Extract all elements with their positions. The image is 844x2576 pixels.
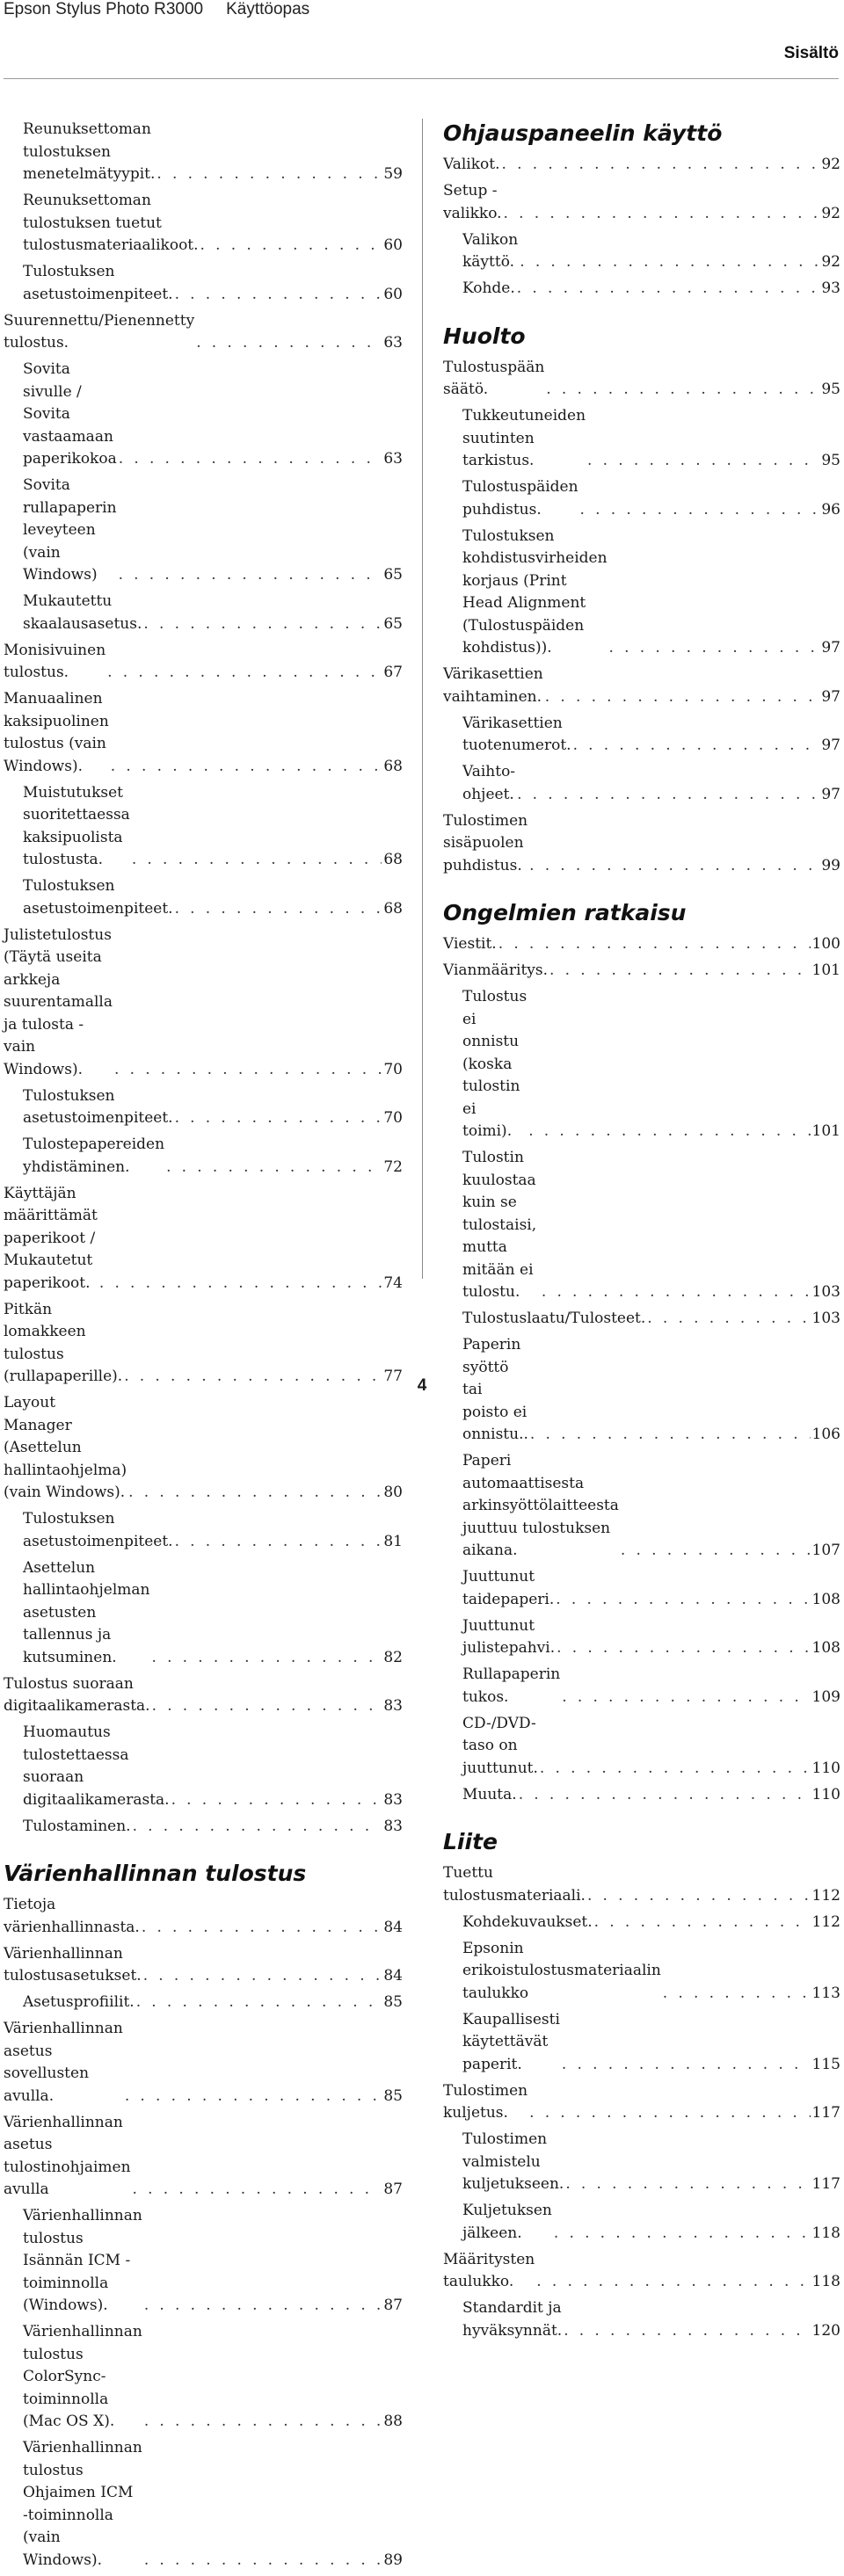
section-header: Sisältö bbox=[783, 44, 839, 62]
toc-entry-title: Reunuksettoman tulostuksen tuetut tulostusmateriaalikoot. bbox=[23, 192, 199, 254]
toc-entry[interactable] bbox=[4, 640, 403, 685]
toc-entry-page: 112 bbox=[811, 1886, 840, 1905]
toc-entry-page: 77 bbox=[383, 1368, 403, 1385]
toc-entry[interactable] bbox=[4, 1894, 403, 1939]
section-title: Ohjauspaneelin käyttö bbox=[443, 120, 723, 146]
toc-entry-title: Värienhallinnan asetus tulostinohjaimen avulla bbox=[4, 2113, 131, 2198]
toc-entry-title: Valikon käyttö. bbox=[462, 230, 519, 271]
toc-entry[interactable] bbox=[443, 1713, 840, 1781]
toc-dot-leader bbox=[119, 564, 382, 587]
toc-entry-page: 68 bbox=[383, 757, 403, 775]
toc-dot-leader bbox=[166, 1157, 382, 1179]
toc-entry-title: Tulostaminen. bbox=[23, 1817, 131, 1835]
page-number: 4 bbox=[417, 1376, 427, 1395]
toc-dot-leader bbox=[504, 203, 820, 226]
toc-entry-title: Tulostimen valmistelu kuljetukseen. bbox=[462, 2130, 564, 2193]
toc-entry[interactable] bbox=[443, 761, 840, 806]
toc-entry-title: Käyttäjän määrittämät paperikoot / Mukautetut paperikoot. bbox=[4, 1184, 98, 1292]
toc-entry-page: 87 bbox=[383, 2297, 403, 2314]
toc-entry-page: 87 bbox=[383, 2181, 403, 2198]
toc-dot-leader bbox=[520, 251, 819, 274]
toc-entry-page: 106 bbox=[811, 1426, 840, 1443]
toc-entry-page: 118 bbox=[811, 2224, 840, 2242]
toc-dot-leader bbox=[562, 2054, 811, 2077]
toc-entry[interactable] bbox=[443, 1784, 840, 1807]
toc-entry[interactable] bbox=[4, 2437, 403, 2572]
toc-dot-leader bbox=[528, 1121, 810, 1143]
toc-entry-title: Tulostin kuulostaa kuin se tulostaisi, mutta mitään ei tulostu. bbox=[462, 1149, 537, 1301]
toc-entry-page: 89 bbox=[383, 2551, 403, 2569]
toc-entry[interactable] bbox=[443, 180, 840, 225]
toc-entry-title: Sovita sivulle / Sovita vastaamaan paperikokoa bbox=[23, 360, 117, 468]
toc-entry-title: Värienhallinnan tulostusasetukset. bbox=[4, 1944, 142, 1985]
section-title: Ongelmien ratkaisu bbox=[443, 900, 687, 925]
toc-entry[interactable] bbox=[443, 2009, 840, 2077]
toc-entry-title: Tietoja värienhallinnasta. bbox=[4, 1896, 140, 1936]
toc-entry[interactable] bbox=[443, 2249, 840, 2294]
toc-entry-page: 101 bbox=[811, 1122, 840, 1140]
toc-dot-leader bbox=[545, 686, 820, 709]
toc-dot-leader bbox=[502, 154, 820, 177]
toc-entry-page: 117 bbox=[811, 2175, 840, 2193]
toc-entry-page: 103 bbox=[811, 1310, 840, 1327]
toc-dot-leader bbox=[540, 1758, 811, 1781]
toc-entry-title: Tulostuspään säätö. bbox=[443, 358, 545, 398]
page-header bbox=[4, 0, 839, 79]
toc-entry-title: Paperin syöttö tai poisto ei onnistu.. bbox=[462, 1336, 528, 1443]
toc-entry-title: CD-/DVD-taso on juuttunut. bbox=[462, 1714, 538, 1777]
toc-entry[interactable] bbox=[443, 229, 840, 274]
toc-entry-title: Tulostuspäiden puhdistus. bbox=[462, 478, 578, 519]
toc-entry-page: 109 bbox=[811, 1687, 840, 1706]
toc-entry-title: Tulostimen sisäpuolen puhdistus. bbox=[443, 811, 528, 874]
section-title: Värienhallinnan tulostus bbox=[4, 1861, 307, 1886]
toc-entry-page: 70 bbox=[383, 1109, 403, 1127]
toc-entry[interactable] bbox=[443, 1566, 840, 1611]
toc-dot-leader bbox=[133, 1816, 382, 1839]
toc-dot-leader bbox=[517, 784, 819, 807]
toc-entry[interactable] bbox=[4, 1557, 403, 1670]
toc-entry-page: 67 bbox=[383, 664, 403, 681]
toc-entry-title: Kuljetuksen jälkeen. bbox=[462, 2202, 552, 2242]
toc-entry[interactable] bbox=[4, 310, 403, 355]
toc-entry-title: Tulostuksen asetustoimenpiteet. bbox=[23, 1086, 173, 1127]
toc-entry[interactable] bbox=[4, 2321, 403, 2434]
toc-entry[interactable] bbox=[443, 1938, 840, 2006]
toc-dot-leader bbox=[175, 1107, 382, 1130]
toc-entry[interactable] bbox=[4, 875, 403, 920]
toc-dot-leader bbox=[573, 735, 820, 758]
toc-entry-page: 101 bbox=[811, 961, 840, 979]
toc-entry[interactable] bbox=[443, 1664, 840, 1709]
toc-entry-title: Epsonin erikoistulostusmateriaalin taulukko bbox=[462, 1939, 661, 2002]
toc-entry-page: 117 bbox=[811, 2104, 840, 2122]
toc-entry-page: 70 bbox=[383, 1060, 403, 1078]
toc-entry-title: Värikasettien tuotenumerot. bbox=[462, 714, 571, 754]
toc-entry-page: 112 bbox=[811, 1912, 840, 1931]
toc-dot-leader bbox=[609, 637, 820, 660]
toc-dot-leader bbox=[564, 2320, 810, 2343]
toc-entry[interactable] bbox=[4, 1299, 403, 1389]
toc-entry[interactable] bbox=[4, 2018, 403, 2108]
toc-entry-page: 82 bbox=[383, 1648, 403, 1666]
toc-entry[interactable] bbox=[443, 1615, 840, 1660]
guide-name: Käyttöopas bbox=[226, 0, 310, 18]
toc-entry-title: Tulostepapereiden yhdistäminen. bbox=[23, 1136, 165, 1176]
section-title: Liite bbox=[443, 1829, 498, 1854]
toc-entry-page: 95 bbox=[821, 381, 840, 398]
toc-dot-leader bbox=[549, 960, 811, 983]
toc-entry[interactable] bbox=[4, 591, 403, 635]
toc-entry[interactable] bbox=[443, 986, 840, 1143]
toc-entry-title: Monisivuinen tulostus. bbox=[4, 641, 106, 681]
toc-left-column bbox=[4, 119, 403, 2576]
toc-entry-page: 120 bbox=[811, 2321, 840, 2340]
toc-entry-page: 83 bbox=[383, 1790, 403, 1809]
toc-entry-title: Huomautus tulostettaessa suoraan digitaalikamerasta. bbox=[23, 1723, 170, 1809]
toc-dot-leader bbox=[175, 898, 382, 921]
toc-entry[interactable] bbox=[4, 2205, 403, 2318]
toc-dot-leader bbox=[519, 1784, 811, 1807]
toc-entry-page: 65 bbox=[383, 566, 403, 584]
toc-dot-leader bbox=[196, 332, 382, 355]
toc-entry[interactable] bbox=[4, 925, 403, 1082]
toc-entry-title: Kaupallisesti käytettävät paperit. bbox=[462, 2010, 560, 2073]
toc-dot-leader bbox=[529, 2102, 810, 2125]
toc-entry[interactable] bbox=[4, 1392, 403, 1505]
toc-entry-page: 68 bbox=[383, 899, 403, 918]
toc-entry-title: Kohde. bbox=[462, 279, 515, 297]
toc-dot-leader bbox=[542, 1281, 811, 1304]
toc-dot-leader bbox=[621, 1540, 811, 1563]
toc-entry[interactable] bbox=[4, 1085, 403, 1130]
toc-dot-leader bbox=[554, 2223, 811, 2246]
toc-dot-leader bbox=[171, 1789, 382, 1812]
toc-entry-title: Valikot. bbox=[443, 156, 500, 173]
toc-entry-page: 85 bbox=[383, 1993, 403, 2011]
toc-entry-title: Tulostuslaatu/Tulosteet. bbox=[462, 1310, 646, 1327]
toc-entry-page: 65 bbox=[383, 614, 403, 633]
toc-entry-title: Setup -valikko. bbox=[443, 182, 502, 222]
toc-left-section-entries bbox=[4, 1894, 403, 2572]
toc-dot-leader bbox=[562, 1687, 810, 1709]
toc-dot-leader bbox=[546, 379, 819, 402]
toc-entry-title: Vianmääritys. bbox=[443, 961, 549, 979]
toc-entry[interactable] bbox=[4, 688, 403, 778]
toc-entry-page: 107 bbox=[811, 1542, 840, 1559]
toc-entry-title: Layout Manager (Asettelun hallintaohjelma) (vain Windows). bbox=[4, 1394, 127, 1501]
toc-entry[interactable] bbox=[443, 933, 840, 956]
toc-entry-title: Määritysten taulukko. bbox=[443, 2250, 535, 2290]
toc-entry[interactable] bbox=[443, 2200, 840, 2245]
toc-entry[interactable] bbox=[443, 2080, 840, 2125]
toc-entry-page: 97 bbox=[821, 639, 840, 657]
toc-entry[interactable] bbox=[4, 1134, 403, 1179]
toc-entry[interactable] bbox=[443, 1450, 840, 1563]
header-rule bbox=[4, 78, 839, 79]
toc-dot-leader bbox=[498, 933, 811, 956]
toc-entry[interactable] bbox=[443, 664, 840, 708]
toc-entry[interactable] bbox=[4, 1992, 403, 2014]
toc-entry-title: Tulostuksen asetustoimenpiteet. bbox=[23, 263, 173, 303]
toc-entry-page: 80 bbox=[383, 1484, 403, 1501]
toc-entry[interactable] bbox=[443, 405, 840, 473]
toc-entry[interactable] bbox=[443, 154, 840, 177]
toc-dot-leader bbox=[107, 662, 382, 685]
toc-dot-leader bbox=[111, 756, 382, 779]
toc-dot-leader bbox=[580, 499, 820, 522]
toc-dot-leader bbox=[151, 1647, 382, 1670]
toc-entry-page: 115 bbox=[811, 2055, 840, 2073]
toc-dot-leader bbox=[517, 278, 820, 301]
toc-dot-leader bbox=[587, 450, 819, 473]
product-name: Epson Stylus Photo R3000 bbox=[4, 0, 204, 18]
toc-dot-leader bbox=[647, 1308, 810, 1331]
toc-entry-page: 63 bbox=[383, 450, 403, 468]
toc-entry-title: Sovita rullapaperin leveyteen (vain Windows) bbox=[23, 476, 117, 584]
toc-entry-title: Värienhallinnan tulostus Ohjaimen ICM -toiminnolla (vain Windows). bbox=[23, 2439, 142, 2569]
toc-dot-leader bbox=[142, 1917, 382, 1940]
toc-dot-leader bbox=[125, 2086, 382, 2108]
toc-entry-title: Juuttunut taidepaperi. bbox=[462, 1568, 555, 1608]
toc-entry[interactable] bbox=[4, 261, 403, 306]
toc-entry-title: Manuaalinen kaksipuolinen tulostus (vain Windows). bbox=[4, 690, 109, 775]
toc-entry-title: Muistutukset suoritettaessa kaksipuolista tulostusta. bbox=[23, 783, 130, 868]
toc-dot-leader bbox=[132, 849, 382, 872]
toc-entry[interactable] bbox=[4, 190, 403, 258]
toc-entry-page: 97 bbox=[821, 785, 840, 803]
section-title: Huolto bbox=[443, 323, 526, 349]
toc-entry-page: 92 bbox=[821, 156, 840, 173]
toc-entry[interactable] bbox=[4, 1508, 403, 1553]
toc-entry-title: Standardit ja hyväksynnät. bbox=[462, 2299, 563, 2340]
toc-entry[interactable] bbox=[4, 475, 403, 587]
toc-entry[interactable] bbox=[443, 1912, 840, 1934]
toc-entry-title: Tulostuksen asetustoimenpiteet. bbox=[23, 1510, 173, 1550]
toc-right-column bbox=[443, 119, 840, 2347]
toc-entry-page: 97 bbox=[821, 737, 840, 754]
toc-entry-title: Tulostuksen asetustoimenpiteet. bbox=[23, 877, 173, 918]
toc-entry-title: Tuettu tulostusmateriaali. bbox=[443, 1864, 586, 1905]
running-header-left bbox=[4, 0, 332, 19]
toc-entry-title: Suurennettu/Pienennetty tulostus. bbox=[4, 311, 195, 352]
toc-entry-title: Pitkän lomakkeen tulostus (rullapaperille). bbox=[4, 1300, 123, 1385]
column-divider bbox=[422, 119, 423, 1279]
toc-dot-leader bbox=[144, 2550, 382, 2572]
toc-dot-leader bbox=[556, 1589, 810, 1612]
toc-entry[interactable] bbox=[4, 1816, 403, 1839]
toc-entry[interactable] bbox=[4, 1673, 403, 1718]
toc-dot-leader bbox=[119, 448, 382, 471]
toc-entry[interactable] bbox=[443, 810, 840, 878]
toc-entry-title: Julistetulostus (Täytä useita arkkeja suurentamalla ja tulosta - vain Windows). bbox=[4, 925, 113, 1078]
toc-dot-leader bbox=[175, 284, 382, 307]
toc-dot-leader bbox=[557, 1637, 810, 1660]
toc-entry[interactable] bbox=[443, 2129, 840, 2196]
toc-entry-page: 92 bbox=[821, 253, 840, 271]
toc-dot-leader bbox=[143, 1965, 382, 1988]
toc-entry-page: 110 bbox=[811, 1785, 840, 1803]
toc-dot-leader bbox=[156, 163, 382, 186]
toc-entry-title: Tulostus suoraan digitaalikamerasta. bbox=[4, 1674, 150, 1715]
toc-dot-leader bbox=[175, 1531, 382, 1554]
toc-entry[interactable] bbox=[4, 782, 403, 872]
toc-entry[interactable] bbox=[443, 526, 840, 660]
toc-entry-page: 81 bbox=[383, 1532, 403, 1550]
toc-entry-title: Reunuksettoman tulostuksen menetelmätyypit. bbox=[23, 120, 156, 183]
toc-entry-title: Tulostuksen kohdistusvirheiden korjaus (Print Head Alignment (Tulostuspäiden kohdistus)). bbox=[462, 526, 608, 657]
toc-entry-page: 59 bbox=[383, 165, 403, 183]
toc-entry-title: Asettelun hallintaohjelman asetusten tallennus ja kutsuminen. bbox=[23, 1558, 150, 1666]
toc-dot-leader bbox=[99, 1273, 382, 1295]
toc-entry-title: Juuttunut julistepahvi. bbox=[462, 1616, 556, 1657]
toc-entry[interactable] bbox=[4, 1183, 403, 1295]
toc-dot-leader bbox=[529, 855, 819, 878]
toc-entry-title: Vaihto-ohjeet. bbox=[462, 763, 516, 803]
toc-entry[interactable] bbox=[443, 1147, 840, 1304]
toc-dot-leader bbox=[136, 1992, 382, 2014]
toc-left-entries bbox=[4, 119, 403, 1838]
toc-entry-page: 84 bbox=[383, 1967, 403, 1985]
toc-entry-title: Rullapaperin tukos. bbox=[462, 1665, 561, 1706]
toc-entry-title: Kohdekuvaukset. bbox=[462, 1912, 593, 1931]
toc-entry-page: 83 bbox=[383, 1697, 403, 1715]
toc-dot-leader bbox=[587, 1885, 811, 1908]
toc-dot-leader bbox=[152, 1695, 382, 1718]
toc-entry-page: 68 bbox=[383, 851, 403, 868]
toc-entry[interactable] bbox=[4, 1943, 403, 1988]
toc-entry-page: 118 bbox=[811, 2273, 840, 2290]
toc-entry-page: 83 bbox=[383, 1817, 403, 1835]
toc-entry-page: 110 bbox=[811, 1759, 840, 1777]
toc-entry[interactable] bbox=[443, 278, 840, 301]
toc-dot-leader bbox=[565, 2173, 810, 2196]
toc-dot-leader bbox=[143, 613, 382, 636]
toc-entry-title: Värienhallinnan tulostus ColorSync-toiminnolla (Mac OS X). bbox=[23, 2323, 142, 2430]
toc-dot-leader bbox=[530, 1424, 811, 1447]
toc-entry-title: Tukkeutuneiden suutinten tarkistus. bbox=[462, 407, 586, 469]
toc-entry-page: 100 bbox=[811, 935, 840, 953]
toc-entry-page: 88 bbox=[383, 2413, 403, 2430]
toc-dot-leader bbox=[128, 1482, 382, 1505]
toc-entry[interactable] bbox=[443, 476, 840, 521]
toc-entry-page: 113 bbox=[811, 1984, 840, 2002]
toc-entry[interactable] bbox=[4, 1722, 403, 1811]
toc-entry[interactable] bbox=[4, 119, 403, 186]
toc-entry-page: 92 bbox=[821, 204, 840, 222]
toc-entry[interactable] bbox=[443, 2297, 840, 2342]
toc-entry-title: Värienhallinnan asetus sovellusten avulla. bbox=[4, 2020, 123, 2105]
toc-entry-title: Värikasettien vaihtaminen. bbox=[443, 665, 543, 706]
toc-entry-title: Paperi automaattisesta arkinsyöttölaitteesta juuttuu tulostuksen aikana. bbox=[462, 1452, 619, 1559]
toc-dot-leader bbox=[663, 1983, 811, 2006]
toc-entry-page: 103 bbox=[811, 1283, 840, 1301]
toc-entry-page: 60 bbox=[383, 285, 403, 303]
toc-entry-title: Viestit. bbox=[443, 935, 497, 953]
toc-dot-leader bbox=[133, 2179, 382, 2202]
toc-entry[interactable] bbox=[443, 713, 840, 758]
toc-entry-title: Mukautettu skaalausasetus. bbox=[23, 592, 142, 633]
toc-entry-page: 63 bbox=[383, 334, 403, 352]
toc-entry-title: Värienhallinnan tulostus Isännän ICM -toiminnolla (Windows). bbox=[23, 2207, 142, 2314]
toc-dot-leader bbox=[536, 2271, 810, 2294]
toc-dot-leader bbox=[200, 235, 382, 258]
toc-entry-page: 72 bbox=[383, 1157, 403, 1176]
toc-entry[interactable] bbox=[4, 359, 403, 471]
toc-entry-page: 93 bbox=[821, 279, 840, 297]
toc-entry-page: 108 bbox=[811, 1639, 840, 1657]
toc-entry-page: 96 bbox=[821, 500, 840, 519]
toc-entry[interactable] bbox=[443, 357, 840, 402]
toc-entry-page: 99 bbox=[821, 856, 840, 874]
toc-entry-title: Asetusprofiilit. bbox=[23, 1993, 135, 2011]
toc-entry-title: Muuta. bbox=[462, 1785, 517, 1803]
toc-entry-page: 85 bbox=[383, 2086, 403, 2105]
toc-entry[interactable] bbox=[4, 2112, 403, 2202]
toc-entry-title: Tulostimen kuljetus. bbox=[443, 2081, 528, 2122]
toc-entry-page: 74 bbox=[383, 1273, 403, 1292]
toc-entry-page: 60 bbox=[383, 236, 403, 254]
toc-dot-leader bbox=[594, 1912, 811, 1934]
toc-entry-page: 97 bbox=[821, 687, 840, 706]
toc-entry-page: 108 bbox=[811, 1590, 840, 1608]
toc-entry[interactable] bbox=[443, 960, 840, 983]
toc-entry-page: 84 bbox=[383, 1918, 403, 1936]
toc-entry-title: Tulostus ei onnistu (koska tulostin ei toimi). bbox=[462, 988, 528, 1140]
toc-entry-page: 95 bbox=[821, 452, 840, 469]
toc-dot-leader bbox=[114, 1059, 382, 1082]
toc-entry[interactable] bbox=[443, 1862, 840, 1907]
toc-entry[interactable] bbox=[443, 1308, 840, 1331]
toc-dot-leader bbox=[144, 2411, 382, 2434]
toc-dot-leader bbox=[144, 2295, 382, 2318]
